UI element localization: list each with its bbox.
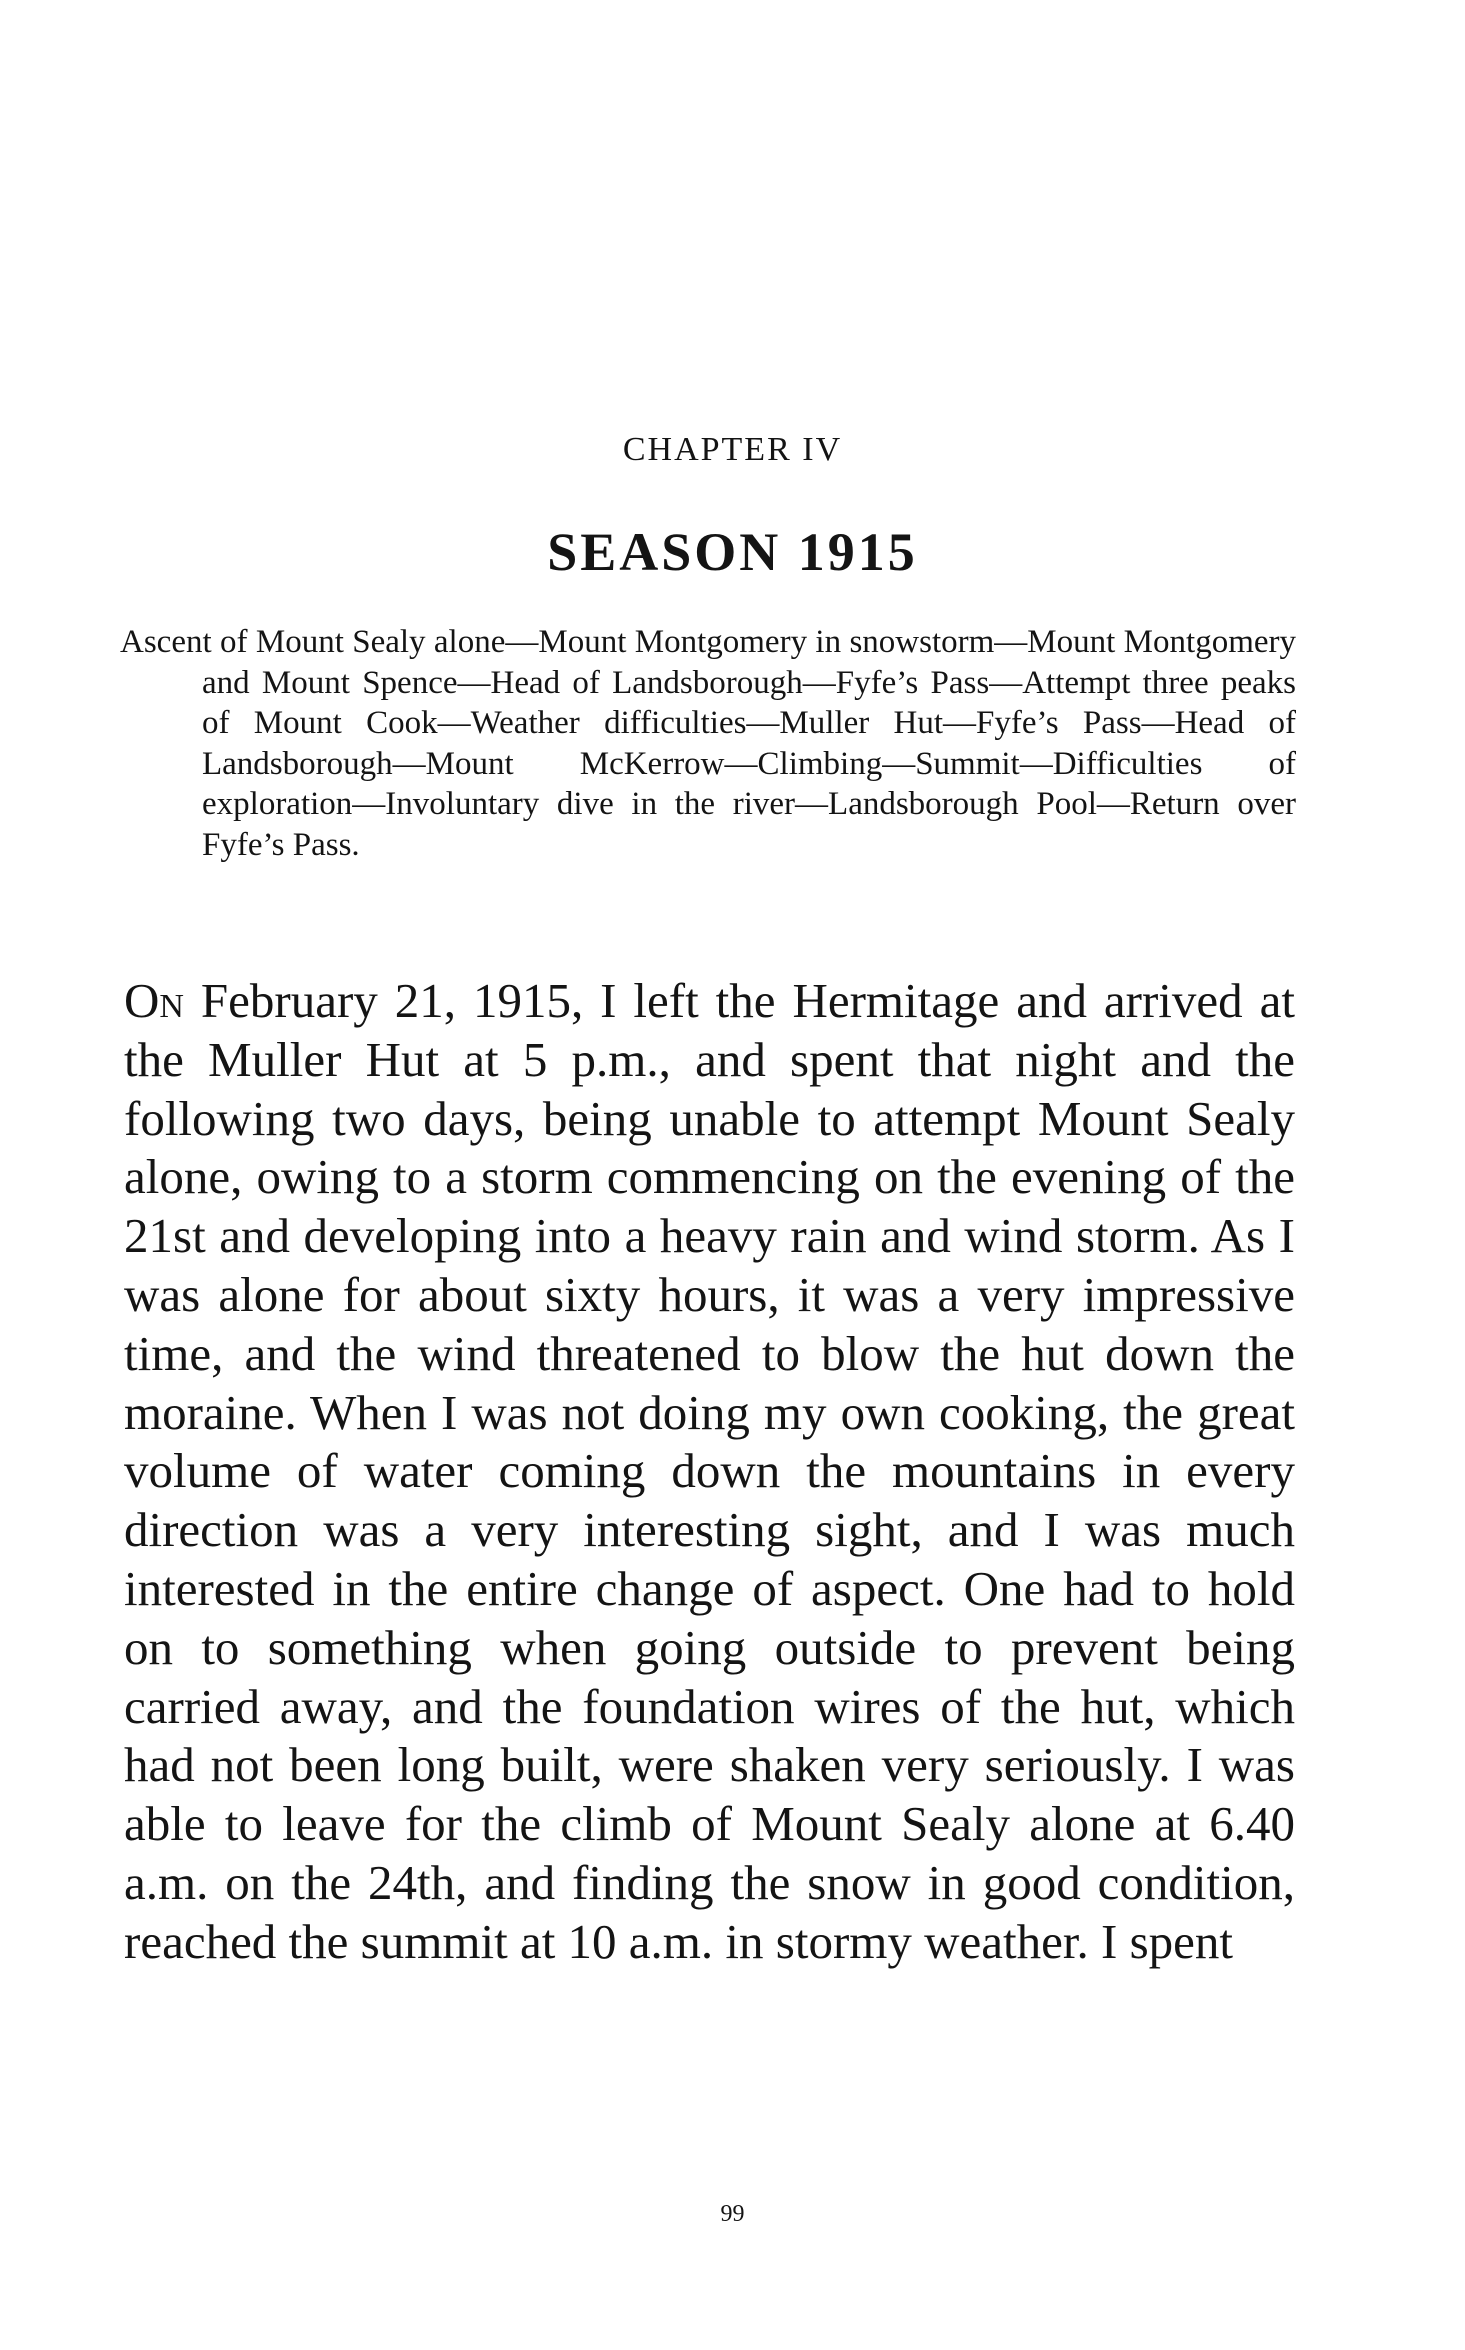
chapter-synopsis: Ascent of Mount Sealy alone—Mount Montgomery in snowstorm—Mount Montgomery and Mount Spence—Head of Landsborough—Fyfe’s Pass—Attempt three peaks of Mount Cook—Weather difficulties—Muller Hut—Fyfe’s Pass—Head of Landsborough—Mount McKerrow—Climbing—Summit—Difficulties of exploration—Involuntary dive in the river—Landsborough Pool—Return over Fyfe’s Pass. (120, 624, 1296, 863)
chapter-label: CHAPTER IV (622, 431, 843, 468)
lead-word: On (124, 973, 184, 1028)
chapter-title: SEASON 1915 (547, 522, 918, 582)
body-paragraph-text: February 21, 1915, I left the Hermitage and arrived at the Muller Hut at 5 p.m., and spent that night and the following two days, being unable to attempt Mount Sealy alone, owing to a storm commencing on the evening of the 21st and developing into a heavy rain and wind storm. As I was alone for about sixty hours, it was a very impressive time, and the wind threatened to blow the hut down the moraine. When I was not doing my own cooking, the great volume of water coming down the mountains in every direction was a very interesting sight, and I was much interested in the entire change of aspect. One had to hold on to something when going outside to prevent being carried away, and the foundation wires of the hut, which had not been long built, were shaken very seriously. I was able to leave for the climb of Mount Sealy alone at 6.40 a.m. on the 24th, and finding the snow in good condition, reached the summit at 10 a.m. in stormy weather. I spent (124, 973, 1295, 1969)
body-paragraph (124, 972, 1295, 1972)
page-number: 99 (720, 2201, 745, 2227)
